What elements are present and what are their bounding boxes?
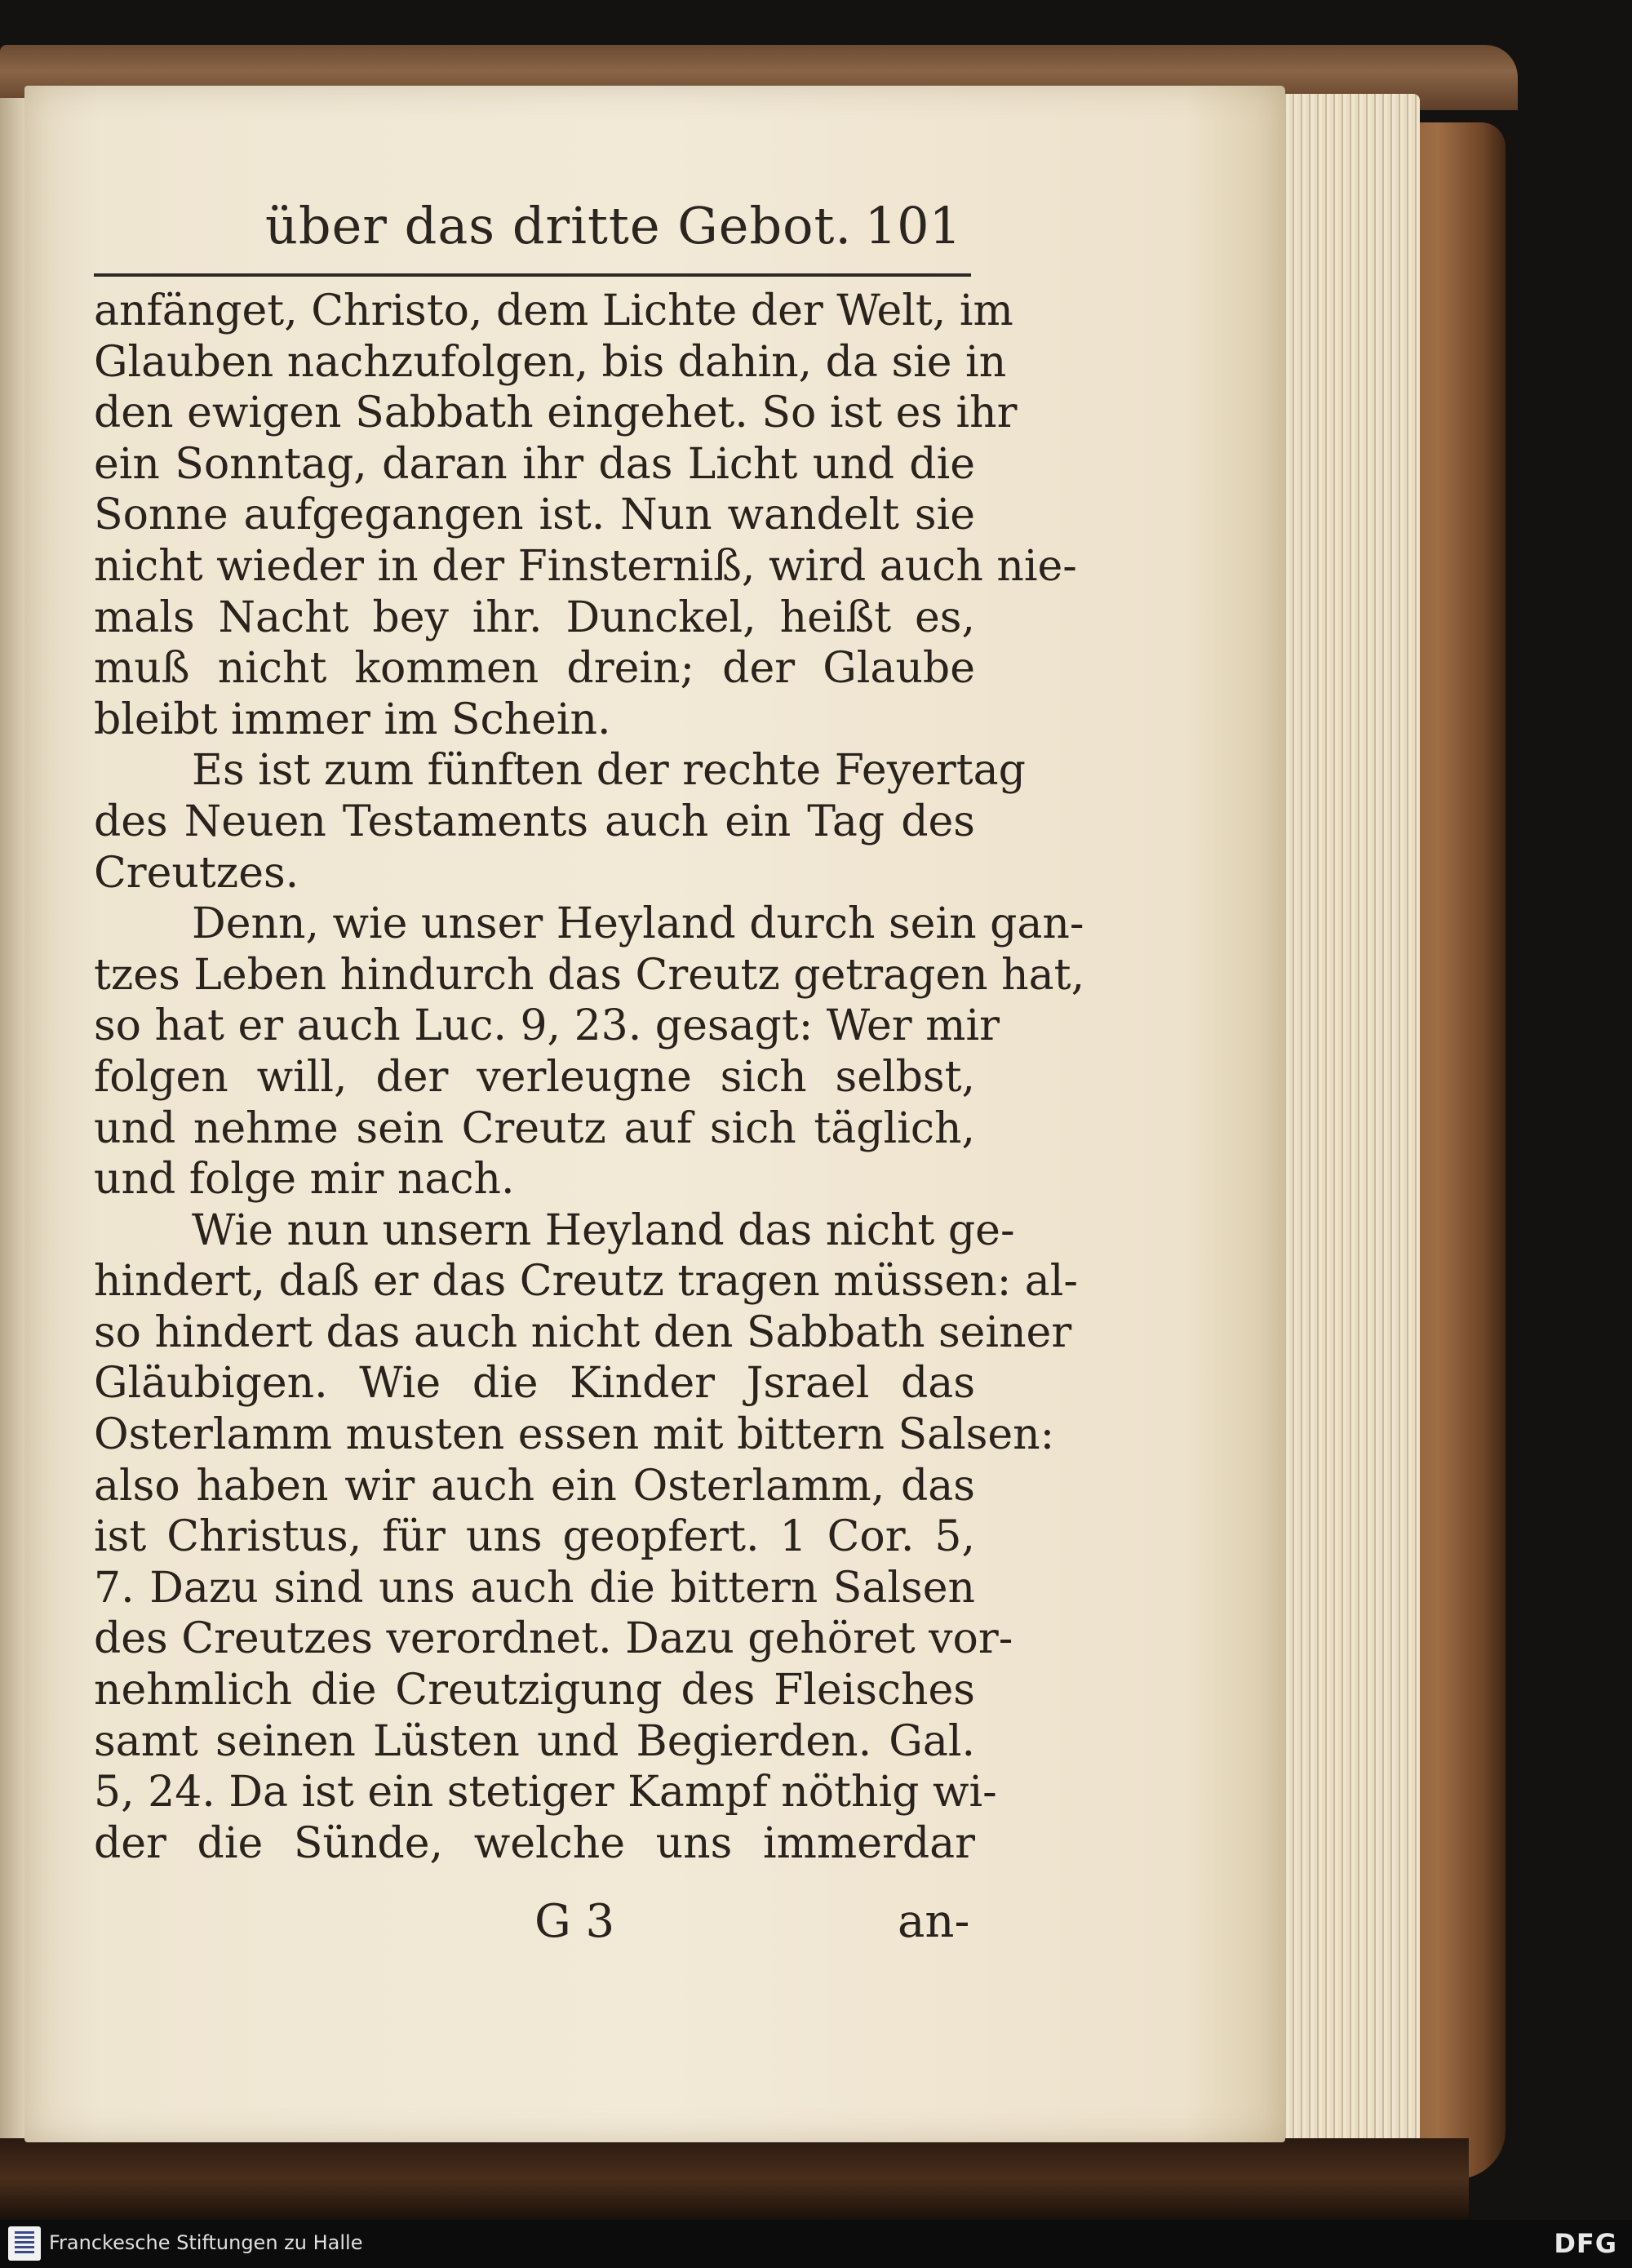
text-line: folgen will, der verleugne sich selbst, bbox=[94, 1052, 975, 1102]
text-line: und nehme sein Creutz auf sich täglich, bbox=[94, 1103, 975, 1153]
book-cover-bottom bbox=[0, 2138, 1469, 2220]
institution-name: Franckesche Stiftungen zu Halle bbox=[49, 2231, 363, 2254]
text-line: nicht wieder in der Finsterniß, wird auch nie- bbox=[94, 541, 1077, 591]
text-line: 5, 24. Da ist ein stetiger Kampf nöthig wi- bbox=[94, 1768, 997, 1818]
text-line: und folge mir nach. bbox=[94, 1155, 515, 1205]
viewer-footer bbox=[0, 2220, 1632, 2268]
text-line: samt seinen Lüsten und Begierden. Gal. bbox=[94, 1716, 975, 1766]
header-rule bbox=[94, 273, 971, 277]
dfg-logo: DFG bbox=[1554, 2228, 1617, 2259]
signature-mark: G 3 bbox=[534, 1895, 615, 1948]
text-line: des Creutzes verordnet. Dazu gehöret vor- bbox=[94, 1614, 1013, 1664]
text-line: so hat er auch Luc. 9, 23. gesagt: Wer mir bbox=[94, 1001, 1000, 1051]
running-head: über das dritte Gebot. bbox=[265, 196, 853, 255]
text-line: muß nicht kommen drein; der Glaube bbox=[94, 644, 975, 694]
text-line: nehmlich die Creutzigung des Fleisches bbox=[94, 1666, 975, 1715]
text-line: den ewigen Sabbath eingehet. So ist es ihr bbox=[94, 388, 1018, 438]
text-line: Sonne aufgegangen ist. Nun wandelt sie bbox=[94, 490, 975, 540]
page-number: 101 bbox=[864, 196, 961, 255]
text-line: mals Nacht bey ihr. Dunckel, heißt es, bbox=[94, 593, 975, 642]
text-line: hindert, daß er das Creutz tragen müssen: al- bbox=[94, 1257, 1078, 1307]
text-line: 7. Dazu sind uns auch die bittern Salsen bbox=[94, 1563, 975, 1613]
text-line: Osterlamm musten essen mit bittern Salsen: bbox=[94, 1410, 1055, 1460]
page-header bbox=[94, 196, 971, 269]
institution-logo-icon bbox=[8, 2226, 41, 2261]
catchword: an- bbox=[898, 1895, 970, 1948]
text-line: des Neuen Testaments auch ein Tag des bbox=[94, 797, 975, 846]
text-line: tzes Leben hindurch das Creutz getragen hat, bbox=[94, 950, 1085, 1000]
text-line: Gläubigen. Wie die Kinder Jsrael das bbox=[94, 1359, 975, 1409]
text-line: also haben wir auch ein Osterlamm, das bbox=[94, 1461, 975, 1511]
text-line: Es ist zum fünften der rechte Feyertag bbox=[192, 746, 1026, 796]
text-line: Denn, wie unser Heyland durch sein gan- bbox=[192, 899, 1084, 949]
text-line: so hindert das auch nicht den Sabbath seiner bbox=[94, 1307, 1072, 1357]
text-line: ist Christus, für uns geopfert. 1 Cor. 5, bbox=[94, 1512, 975, 1562]
text-line: Creutzes. bbox=[94, 848, 299, 898]
text-line: ein Sonntag, daran ihr das Licht und die bbox=[94, 439, 975, 489]
text-line: bleibt immer im Schein. bbox=[94, 695, 611, 744]
text-line: der die Sünde, welche uns immerdar bbox=[94, 1818, 975, 1868]
body-text bbox=[94, 286, 1085, 1869]
text-line: Wie nun unsern Heyland das nicht ge- bbox=[192, 1205, 1015, 1255]
text-line: anfänget, Christo, dem Lichte der Welt, im bbox=[94, 286, 1013, 335]
text-line: Glauben nachzufolgen, bis dahin, da sie in bbox=[94, 337, 1007, 387]
